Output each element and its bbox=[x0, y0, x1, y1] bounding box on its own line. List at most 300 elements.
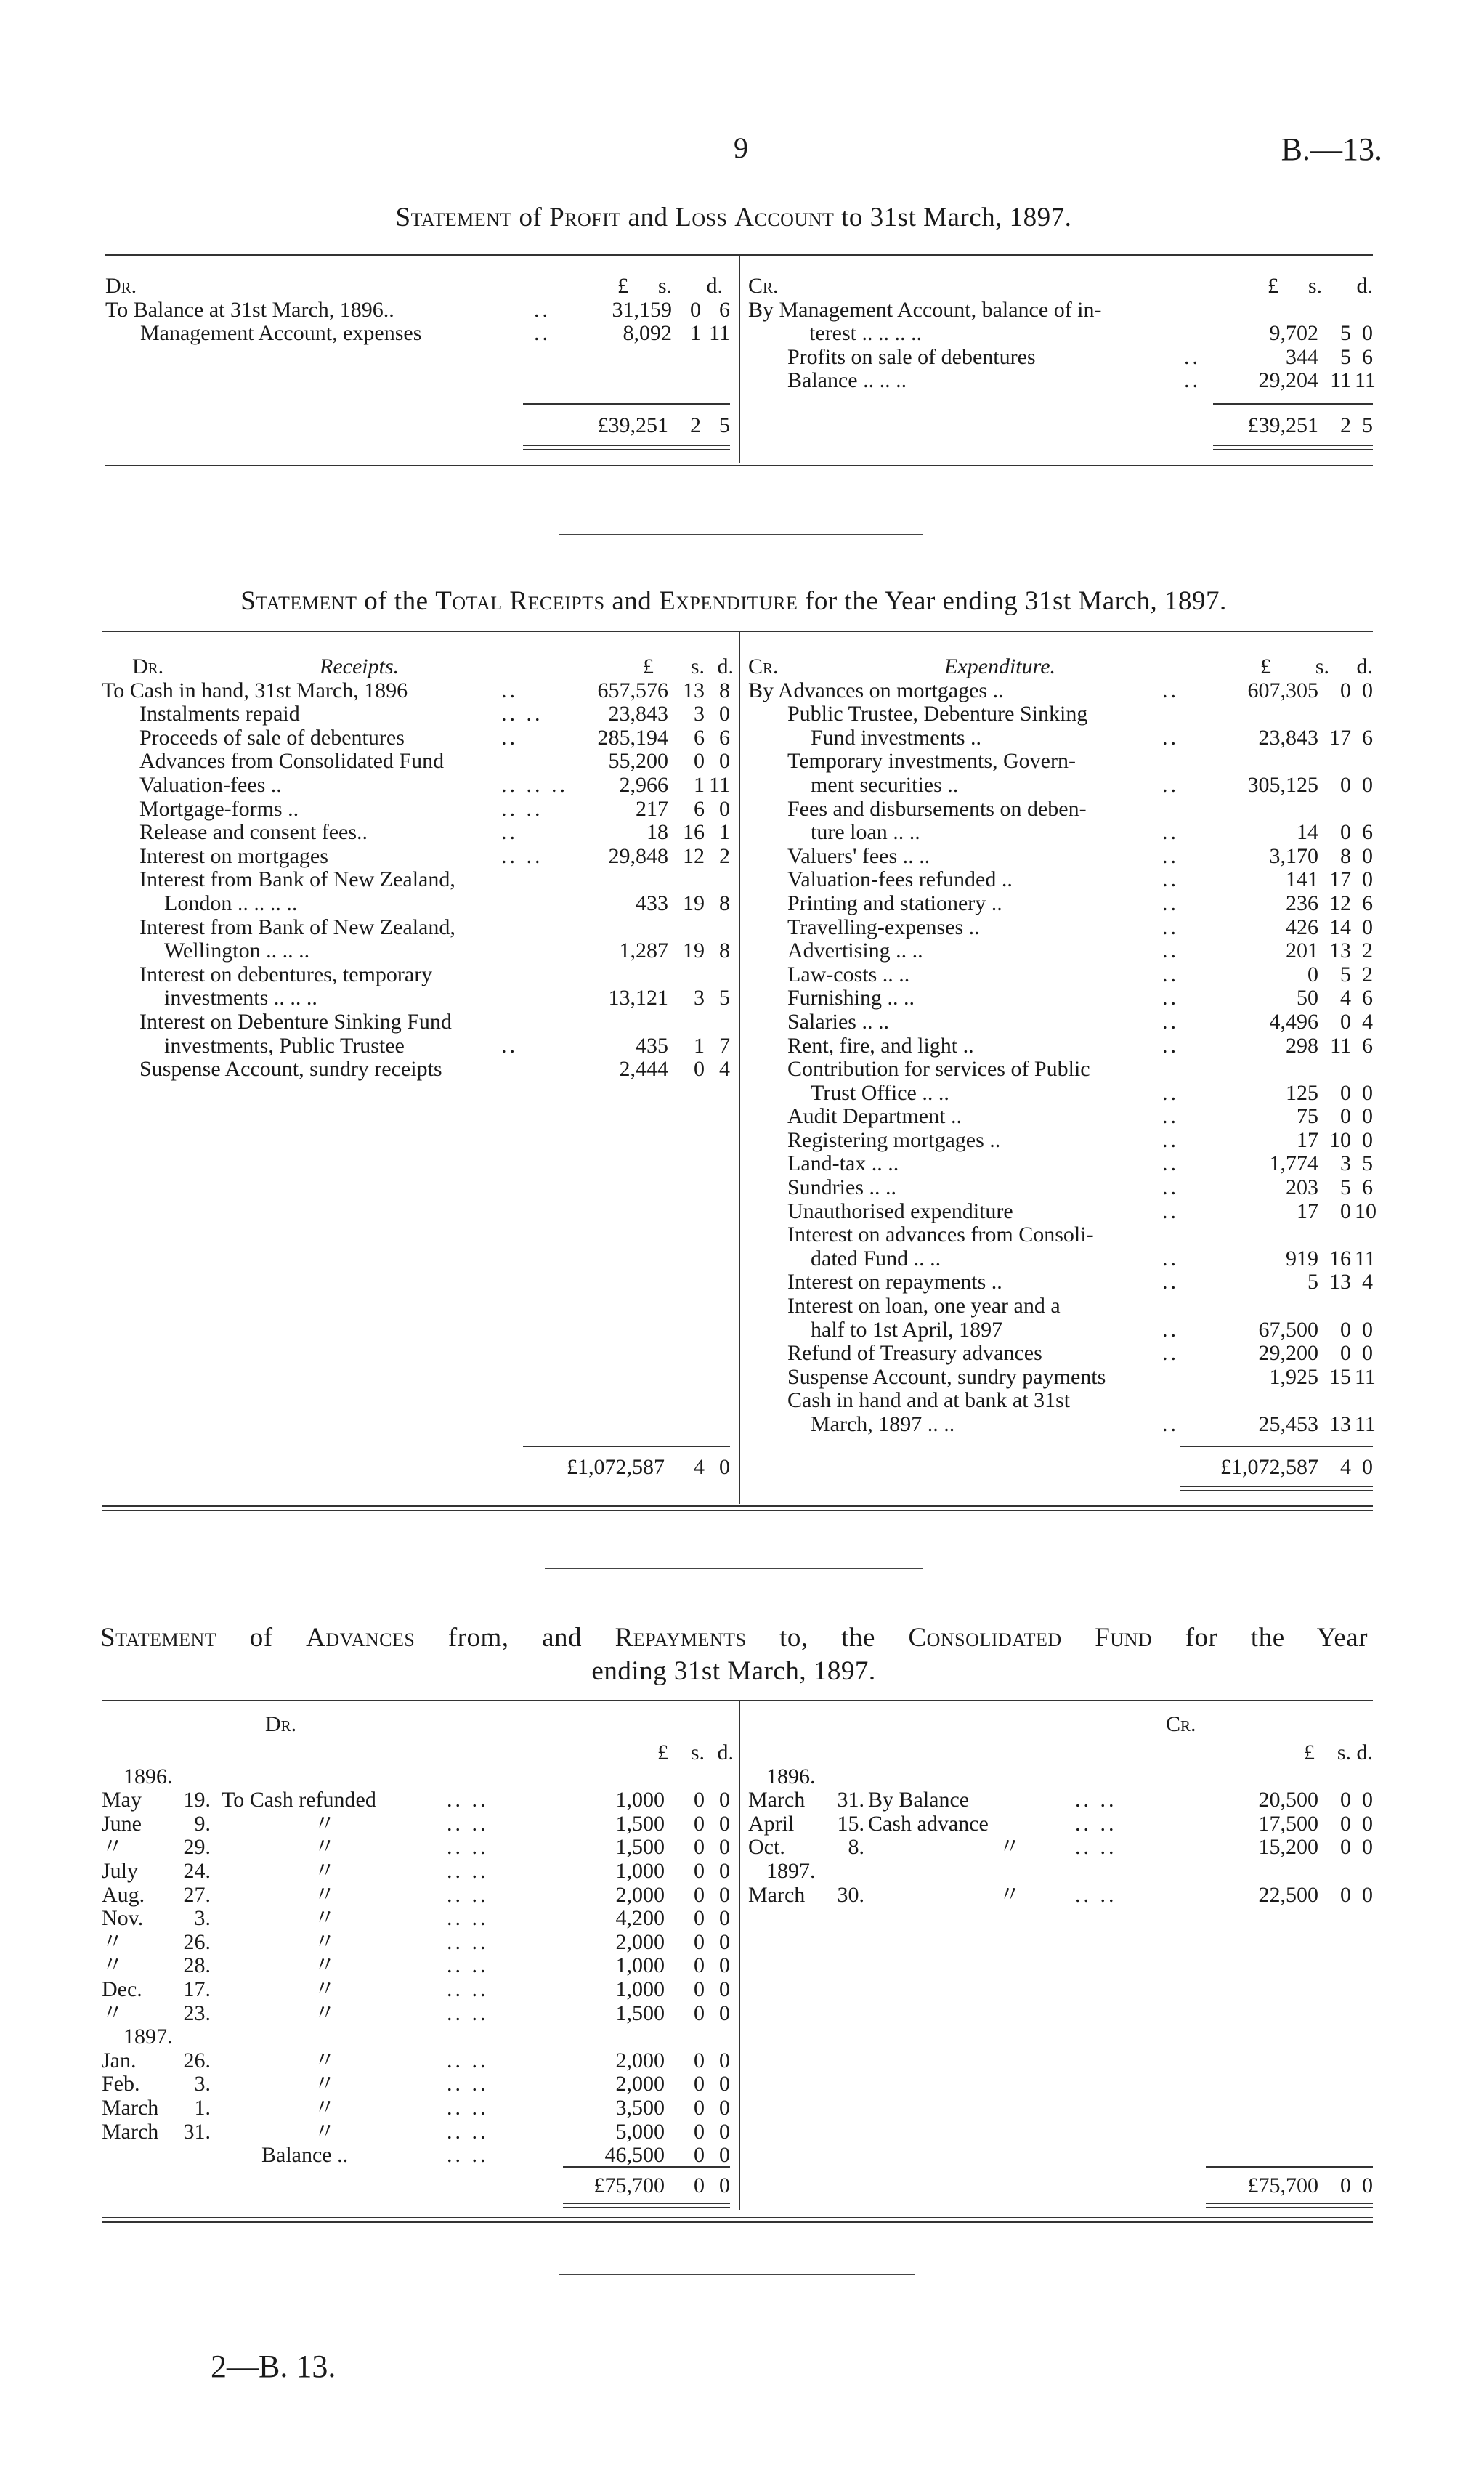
amount-shillings: 0 bbox=[1340, 1811, 1351, 1836]
amount-shillings: 3 bbox=[1340, 1151, 1351, 1176]
dated-entry-row bbox=[102, 1884, 734, 1908]
leader-dots: .. .. bbox=[447, 2001, 489, 2025]
expenditure-row bbox=[748, 1271, 1373, 1294]
footer-signature: 2—B. 13. bbox=[211, 2349, 336, 2384]
expenditure-row bbox=[748, 1246, 1376, 1271]
amount-pence: 4 bbox=[1362, 1270, 1373, 1294]
entry-month: Oct. bbox=[748, 1835, 785, 1860]
amount-shillings: 0 bbox=[1340, 772, 1351, 797]
leader-dots: .. bbox=[1162, 986, 1179, 1010]
amount-pounds: 23,843 bbox=[1258, 725, 1318, 750]
dr-label: Dr. bbox=[105, 274, 137, 298]
amount-pounds: 75 bbox=[1297, 1104, 1318, 1129]
dated-entry-row bbox=[102, 1765, 734, 1789]
receipt-row bbox=[102, 798, 734, 822]
amount-shillings: 16 bbox=[683, 820, 705, 845]
dated-entry-row bbox=[102, 2144, 734, 2168]
ditto-mark: 〃 bbox=[314, 2048, 336, 2072]
leader-dots: .. .. bbox=[447, 1811, 489, 1836]
entry-month: 1896. bbox=[766, 1764, 816, 1788]
entry-month: 〃 bbox=[102, 1835, 123, 1860]
expenditure-credit-side: Cr. Expenditure. £ s. d. By Advances on mortgages .. .. 607,305 0 0 Public Trustee, Debenture Sinking Fund investments .. .. 23,843 17 6 Temporary investments, Govern- ment securities .. .. 305,125 0 0 Fees and disbursements on deben- ture loan .. .. .. 14 0 6 Valuers' fees .. .. .. 3,170 8 0 Valuation-fees refunded .. .. 141 17 0 Printing and stationery .. .. 236 12 6 Travelling-expenses .. .. 426 14 0 Advertising .. .. .. 201 13 2 Law-costs .. .. .. 0 5 2 Furnishing .. .. .. 50 4 6 Salaries .. .. .. 4,496 0 4 Rent, fire, and light .. .. 298 11 6 Contribution for services of Public Trust Office .. .. .. 125 0 0 Audit Department .. .. 75 0 0 Registering mortgages .. .. 17 10 0 Land-tax .. .. .. 1,774 3 5 Sundries .. .. .. 203 5 6 Unauthorised expenditure .. 17 0 10 Interest on advances from Consoli- dated Fund .. .. .. 919 16 11 Interest on repayments .. .. 5 13 4 Interest on loan, one year and a half to 1st April, 1897 .. 67,500 0 0 Refund of Treasury advances .. 29,200 0 0 Suspense Account, sundry payments 1,925 15 11 Cash in hand and at bank at 31st March, 1897 .. .. .. 25,453 13 11 bbox=[748, 655, 1376, 1436]
amount-shillings: 0 bbox=[694, 1788, 705, 1812]
entry-month: Feb. bbox=[102, 2072, 140, 2096]
amount-shillings: 5 bbox=[1340, 321, 1351, 346]
expenditure-row bbox=[748, 1034, 1373, 1058]
entry-month: 〃 bbox=[102, 1929, 123, 1954]
leader-dots: .. .. bbox=[447, 2143, 489, 2168]
amount-pounds: 1,000 bbox=[615, 1977, 665, 2001]
amount-shillings: 0 bbox=[1340, 1080, 1351, 1105]
amount-pounds: 344 bbox=[1286, 344, 1318, 369]
row-description: Interest from Bank of New Zealand, bbox=[139, 867, 455, 892]
profit-loss-credit-side: Cr. £ s. d. By Management Account, balance of in- terest .. .. .. .. 9,702 5 0 Profits on sale of debentures .. 344 5 6 Balance .. .. .. .. 29,204 11 11 bbox=[748, 274, 1376, 393]
amount-shillings: 0 bbox=[694, 1835, 705, 1860]
receipt-row bbox=[102, 868, 734, 892]
leader-dots: .. bbox=[1162, 1270, 1179, 1294]
amount-pounds: 3,500 bbox=[615, 2095, 665, 2120]
profit-loss-credit-total: £39,251 2 5 bbox=[1247, 413, 1373, 437]
entry-day: 26. bbox=[183, 1929, 211, 1954]
amount-shillings: 0 bbox=[694, 1977, 705, 2001]
amount-shillings: 3 bbox=[694, 702, 705, 726]
advances-title: Statement of Advances from, and Repayments to, the Consolidated Fund for the Year ending 31st March, 1897. bbox=[100, 1623, 1368, 1686]
entry-day: 27. bbox=[183, 1882, 211, 1907]
row-description: Suspense Account, sundry payments bbox=[787, 1364, 1106, 1389]
row-description: Interest on mortgages bbox=[139, 843, 328, 868]
ditto-mark: 〃 bbox=[314, 1906, 336, 1931]
row-description: investments, Public Trustee bbox=[164, 1033, 405, 1058]
amount-pence: 0 bbox=[719, 2095, 730, 2120]
amount-shillings: 5 bbox=[1340, 344, 1351, 369]
amount-shillings: 0 bbox=[694, 1953, 705, 1978]
ditto-mark: 〃 bbox=[314, 1953, 336, 1978]
dated-entry-row bbox=[102, 2002, 734, 2026]
entry-month: Dec. bbox=[102, 1977, 142, 2001]
amount-pence: 0 bbox=[1362, 843, 1373, 868]
expenditure-row bbox=[748, 702, 1373, 726]
amount-pence: 6 bbox=[1362, 891, 1373, 915]
ditto-mark: 〃 bbox=[314, 2072, 336, 2096]
row-description: Trust Office .. .. bbox=[811, 1080, 949, 1105]
amount-pounds: 15,200 bbox=[1258, 1835, 1318, 1860]
entry-day: 28. bbox=[183, 1953, 211, 1978]
expenditure-row bbox=[748, 1152, 1373, 1176]
profit-loss-debit-side: Dr. £ s. d. To Balance at 31st March, 1896.. .. 31,159 0 6 Management Account, expenses .. 8,092 1 11 bbox=[105, 274, 730, 346]
row-description: terest .. .. .. .. bbox=[809, 321, 922, 346]
entry-month: 〃 bbox=[102, 1953, 123, 1978]
dated-entry-row bbox=[102, 2025, 734, 2049]
leader-dots: .. .. .. bbox=[501, 772, 568, 797]
amount-shillings: 15 bbox=[1329, 1364, 1351, 1389]
expenditure-row bbox=[748, 845, 1373, 869]
row-description: To Balance at 31st March, 1896.. bbox=[105, 297, 394, 322]
row-description: London .. .. .. .. bbox=[164, 891, 298, 915]
amount-pence: 2 bbox=[719, 843, 730, 868]
ditto-mark: 〃 bbox=[314, 1882, 336, 1907]
row-description: Interest on repayments .. bbox=[787, 1270, 1002, 1294]
amount-pounds: 236 bbox=[1286, 891, 1318, 915]
receipts-top-rule bbox=[102, 631, 1373, 632]
amount-pounds: 217 bbox=[636, 796, 668, 821]
amount-pounds: 1,500 bbox=[615, 1835, 665, 1860]
amount-pounds: 657,576 bbox=[597, 678, 668, 702]
amount-pounds: 5,000 bbox=[615, 2119, 665, 2144]
amount-pence: 2 bbox=[1362, 962, 1373, 986]
amount-pence: 4 bbox=[719, 1057, 730, 1082]
amount-shillings: 0 bbox=[1340, 1104, 1351, 1129]
row-description: Balance .. .. .. bbox=[787, 368, 907, 393]
amount-shillings: 0 bbox=[1340, 1317, 1351, 1342]
amount-shillings: 6 bbox=[694, 796, 705, 821]
amount-shillings: 0 bbox=[694, 2048, 705, 2072]
amount-pounds: 29,204 bbox=[1258, 368, 1318, 393]
row-description: dated Fund .. .. bbox=[811, 1246, 941, 1271]
leader-dots: .. bbox=[1162, 1199, 1179, 1223]
leader-dots: .. bbox=[534, 321, 551, 346]
leader-dots: .. .. bbox=[447, 1906, 489, 1931]
leader-dots: .. .. bbox=[447, 2119, 489, 2144]
dated-entry-row bbox=[102, 1907, 734, 1931]
amount-pounds: 23,843 bbox=[608, 702, 668, 726]
amount-shillings: 17 bbox=[1329, 725, 1351, 750]
entry-month: May bbox=[102, 1788, 142, 1812]
ditto-mark: 〃 bbox=[314, 2119, 336, 2144]
amount-pence: 0 bbox=[1362, 1811, 1373, 1836]
row-description: Mortgage-forms .. bbox=[139, 796, 299, 821]
ditto-mark: 〃 bbox=[314, 1858, 336, 1883]
entry-day: 30. bbox=[837, 1882, 864, 1907]
amount-shillings: 19 bbox=[683, 939, 705, 963]
amount-pence: 0 bbox=[719, 2119, 730, 2144]
row-description: Registering mortgages .. bbox=[787, 1127, 1001, 1152]
receipt-row bbox=[102, 1010, 734, 1034]
entry-month: 〃 bbox=[102, 2001, 123, 2025]
dated-entry-row bbox=[748, 1812, 1373, 1836]
amount-pounds: 1,287 bbox=[619, 939, 668, 963]
expenditure-row bbox=[748, 1342, 1373, 1366]
leader-dots: .. .. bbox=[447, 1977, 489, 2001]
row-description: Valuation-fees .. bbox=[139, 772, 282, 797]
leader-dots: .. .. bbox=[447, 1929, 489, 1954]
advances-dr-label: Dr. bbox=[265, 1712, 297, 1736]
amount-pounds: 285,194 bbox=[597, 725, 668, 750]
receipt-row bbox=[102, 774, 734, 798]
amount-pence: 0 bbox=[1362, 1104, 1373, 1129]
row-description: March, 1897 .. .. bbox=[811, 1412, 955, 1436]
amount-pounds: 18 bbox=[646, 820, 668, 845]
amount-pence: 11 bbox=[1355, 368, 1376, 393]
amount-pence: 0 bbox=[1362, 1835, 1373, 1860]
amount-pence: 11 bbox=[1355, 1364, 1376, 1389]
expenditure-row bbox=[748, 1129, 1373, 1153]
expenditure-row bbox=[748, 798, 1373, 822]
amount-pence: 0 bbox=[1362, 1341, 1373, 1366]
row-description: Instalments repaid bbox=[139, 702, 300, 726]
leader-dots: .. .. bbox=[447, 2048, 489, 2072]
profit-loss-title: Statement of Profit and Loss Account to 31st March, 1897. bbox=[395, 203, 1072, 232]
leader-dots: .. bbox=[1162, 1341, 1179, 1366]
dated-entry-row bbox=[748, 1884, 1373, 1908]
dated-entry-row bbox=[102, 1954, 734, 1978]
amount-pence: 2 bbox=[1362, 939, 1373, 963]
amount-shillings: 0 bbox=[694, 1929, 705, 1954]
advances-bottom-rule bbox=[102, 2217, 1373, 2218]
amount-shillings: 0 bbox=[694, 749, 705, 774]
amount-pounds: 2,444 bbox=[619, 1057, 668, 1082]
amount-pence: 6 bbox=[1362, 344, 1373, 369]
amount-pence: 8 bbox=[719, 891, 730, 915]
amount-pounds: 426 bbox=[1286, 915, 1318, 939]
amount-shillings: 13 bbox=[1329, 1412, 1351, 1436]
row-description: Profits on sale of debentures bbox=[787, 344, 1036, 369]
leader-dots: .. bbox=[501, 820, 518, 845]
advances-debit-total: £75,700 0 0 bbox=[593, 2173, 730, 2197]
leader-dots: .. bbox=[1162, 1317, 1179, 1342]
entry-month: April bbox=[748, 1811, 795, 1836]
amount-pence: 0 bbox=[719, 2072, 730, 2096]
row-description: ment securities .. bbox=[811, 772, 959, 797]
amount-pounds: 50 bbox=[1297, 986, 1318, 1010]
leader-dots: .. bbox=[1162, 1080, 1179, 1105]
receipt-row bbox=[102, 726, 734, 750]
row-description: ture loan .. .. bbox=[811, 820, 920, 845]
ditto-mark: 〃 bbox=[314, 2095, 336, 2120]
amount-pence: 0 bbox=[719, 749, 730, 774]
amount-pence: 0 bbox=[719, 2048, 730, 2072]
amount-pounds: 1,500 bbox=[615, 2001, 665, 2025]
amount-pounds: 0 bbox=[1307, 962, 1318, 986]
amount-pence: 10 bbox=[1355, 1199, 1376, 1223]
amount-pounds: 1,000 bbox=[615, 1858, 665, 1883]
amount-pounds: 5 bbox=[1307, 1270, 1318, 1294]
amount-shillings: 0 bbox=[1340, 678, 1351, 702]
amount-shillings: 13 bbox=[683, 678, 705, 702]
expenditure-row bbox=[748, 679, 1373, 703]
dated-entry-row bbox=[748, 1788, 1373, 1812]
entry-description: By Balance bbox=[868, 1788, 970, 1812]
amount-shillings: 0 bbox=[694, 2095, 705, 2120]
row-description: Unauthorised expenditure bbox=[787, 1199, 1013, 1223]
amount-pence: 0 bbox=[1362, 867, 1373, 892]
document-code: B.—13. bbox=[1281, 131, 1382, 167]
expenditure-row bbox=[748, 1318, 1373, 1342]
leader-dots: .. bbox=[1162, 725, 1179, 750]
expenditure-row bbox=[748, 1223, 1373, 1247]
leader-dots: .. .. bbox=[501, 796, 543, 821]
leader-dots: .. .. bbox=[501, 843, 543, 868]
advances-credit-side: £ s. d. 1896. March 31. By Balance .. .. 20,500 0 0 April 15. Cash advance .. .. 17,500 0 0 Oct. 8. 〃 .. .. 15,200 0 0 1897. March 30. 〃 .. .. 22,500 0 0 bbox=[748, 1741, 1373, 1907]
leader-dots: .. .. bbox=[447, 1858, 489, 1883]
entry-day: 23. bbox=[183, 2001, 211, 2025]
entry-month: 1896. bbox=[123, 1764, 173, 1788]
advances-cr-label: Cr. bbox=[1166, 1712, 1196, 1736]
expenditure-row bbox=[748, 750, 1373, 774]
row-description: Contribution for services of Public bbox=[787, 1057, 1090, 1082]
amount-shillings: 0 bbox=[694, 2143, 705, 2168]
leader-dots: .. .. bbox=[447, 2072, 489, 2096]
amount-pounds: 17,500 bbox=[1258, 1811, 1318, 1836]
expenditure-row bbox=[748, 1364, 1376, 1390]
leader-dots: .. .. bbox=[1075, 1811, 1117, 1836]
leader-dots: .. .. bbox=[1075, 1788, 1117, 1812]
receipt-row bbox=[102, 845, 734, 869]
entry-day: 9. bbox=[194, 1811, 211, 1836]
leader-dots: .. bbox=[1162, 1412, 1179, 1436]
entry-description: Balance .. bbox=[261, 2143, 349, 2168]
dated-entry-row bbox=[102, 2072, 734, 2096]
ditto-mark: 〃 bbox=[314, 1929, 336, 1954]
amount-shillings: 11 bbox=[1330, 1033, 1351, 1058]
entry-description: Cash advance bbox=[868, 1811, 989, 1836]
profit-loss-debit-total: £39,251 2 5 bbox=[597, 413, 730, 437]
expenditure-row bbox=[748, 1176, 1373, 1200]
row-description: Interest from Bank of New Zealand, bbox=[139, 915, 455, 939]
amount-shillings: 1 bbox=[694, 772, 705, 797]
dated-entry-row bbox=[102, 2049, 734, 2073]
leader-dots: .. bbox=[1162, 891, 1179, 915]
amount-pence: 0 bbox=[1362, 321, 1373, 346]
entry-month: March bbox=[102, 2095, 159, 2120]
amount-pounds: 46,500 bbox=[604, 2143, 665, 2168]
amount-pounds: 3,170 bbox=[1269, 843, 1318, 868]
ledger-row bbox=[748, 368, 1376, 393]
amount-shillings: 0 bbox=[1340, 1199, 1351, 1223]
entry-day: 29. bbox=[183, 1835, 211, 1860]
expenditure-row bbox=[748, 1412, 1376, 1437]
amount-pence: 0 bbox=[719, 702, 730, 726]
row-description: Fees and disbursements on deben- bbox=[787, 796, 1087, 821]
amount-shillings: 0 bbox=[694, 1882, 705, 1907]
row-description: half to 1st April, 1897 bbox=[811, 1317, 1003, 1342]
row-description: Interest on debentures, temporary bbox=[139, 962, 433, 986]
row-description: Valuers' fees .. .. bbox=[787, 843, 930, 868]
amount-shillings: 0 bbox=[694, 2119, 705, 2144]
amount-shillings: 0 bbox=[1340, 1882, 1351, 1907]
amount-pounds: 435 bbox=[636, 1033, 668, 1058]
amount-pence: 0 bbox=[719, 1882, 730, 1907]
receipt-row bbox=[102, 916, 734, 940]
amount-shillings: 0 bbox=[1340, 1788, 1351, 1812]
row-description: To Cash in hand, 31st March, 1896 bbox=[102, 678, 408, 702]
ledger-row bbox=[105, 322, 730, 346]
leader-dots: .. bbox=[1162, 772, 1179, 797]
ditto-mark: 〃 bbox=[314, 1811, 336, 1836]
entry-day: 15. bbox=[837, 1811, 864, 1836]
receipts-debit-side: Dr. Receipts. £ s. d. To Cash in hand, 31st March, 1896 .. 657,576 13 8 Instalments repaid .. .. 23,843 3 0 Proceeds of sale of debentures .. 285,194 6 6 Advances from Consolidated Fund 55,200 0 0 Valuation-fees .. .. .. .. 2,966 1 11 Mortgage-forms .. .. .. 217 6 0 Release and consent fees.. .. 18 16 1 Interest on mortgages .. .. 29,848 12 2 Interest from Bank of New Zealand, London .. .. .. .. 433 19 8 Interest from Bank of New Zealand, Wellington .. .. .. 1,287 19 8 Interest on debentures, temporary investments .. .. .. 13,121 3 5 Interest on Debenture Sinking Fund investments, Public Trustee .. 435 1 7 Suspense Account, sundry receipts 2,444 0 4 bbox=[102, 655, 734, 1082]
entry-month: March bbox=[748, 1788, 806, 1812]
entry-day: 31. bbox=[183, 2119, 211, 2144]
expenditure-row bbox=[748, 1199, 1376, 1224]
row-description: Interest on loan, one year and a bbox=[787, 1294, 1061, 1318]
leader-dots: .. .. bbox=[447, 2095, 489, 2120]
leader-dots: .. bbox=[1184, 344, 1201, 369]
dated-entry-row bbox=[748, 1765, 1373, 1789]
amount-pounds: 9,702 bbox=[1269, 321, 1318, 346]
amount-pence: 0 bbox=[1362, 1127, 1373, 1152]
amount-pounds: 433 bbox=[636, 891, 668, 915]
amount-pence: 11 bbox=[1355, 1412, 1376, 1436]
row-description: Audit Department .. bbox=[787, 1104, 962, 1129]
amount-pence: 6 bbox=[1362, 820, 1373, 845]
amount-shillings: 11 bbox=[1330, 368, 1351, 393]
row-description: Temporary investments, Govern- bbox=[787, 749, 1076, 774]
ledger-row bbox=[748, 299, 1373, 323]
entry-day: 31. bbox=[837, 1788, 864, 1812]
ditto-mark: 〃 bbox=[314, 2001, 336, 2025]
entry-month: 1897. bbox=[123, 2025, 173, 2049]
receipts-total: £1,072,587 4 0 bbox=[567, 1455, 730, 1479]
amount-pounds: 2,000 bbox=[615, 1929, 665, 1954]
amount-shillings: 16 bbox=[1329, 1246, 1351, 1271]
dated-entry-row bbox=[102, 1978, 734, 2002]
amount-shillings: 13 bbox=[1329, 1270, 1351, 1294]
receipt-row bbox=[102, 939, 734, 963]
row-description: Wellington .. .. .. bbox=[164, 939, 310, 963]
row-description: By Management Account, balance of in- bbox=[748, 297, 1102, 322]
row-description: Proceeds of sale of debentures bbox=[139, 725, 405, 750]
receipt-row bbox=[102, 702, 734, 726]
amount-pounds: 298 bbox=[1286, 1033, 1318, 1058]
amount-shillings: 0 bbox=[1340, 1341, 1351, 1366]
entry-month: 1897. bbox=[766, 1858, 816, 1883]
amount-pence: 0 bbox=[719, 1858, 730, 1883]
expenditure-row bbox=[748, 1389, 1373, 1413]
receipt-row bbox=[102, 679, 734, 703]
row-description: Law-costs .. .. bbox=[787, 962, 910, 986]
amount-pence: 6 bbox=[1362, 1175, 1373, 1200]
amount-pence: 6 bbox=[719, 297, 730, 322]
amount-pounds: 1,000 bbox=[615, 1788, 665, 1812]
amount-pounds: 607,305 bbox=[1247, 678, 1318, 702]
amount-pence: 6 bbox=[1362, 1033, 1373, 1058]
amount-shillings: 10 bbox=[1329, 1127, 1351, 1152]
profit-loss-divider bbox=[739, 256, 740, 463]
expenditure-row bbox=[748, 916, 1373, 940]
amount-pounds: 305,125 bbox=[1247, 772, 1318, 797]
amount-pence: 0 bbox=[719, 1835, 730, 1860]
ditto-mark: 〃 bbox=[999, 1835, 1021, 1860]
amount-pence: 5 bbox=[719, 986, 730, 1010]
amount-pounds: 141 bbox=[1286, 867, 1318, 892]
amount-shillings: 3 bbox=[694, 986, 705, 1010]
dated-entry-row bbox=[748, 1860, 1373, 1884]
amount-shillings: 0 bbox=[694, 1811, 705, 1836]
cr-label: Cr. bbox=[748, 274, 779, 298]
expenditure-row bbox=[748, 774, 1373, 798]
amount-shillings: 0 bbox=[694, 2001, 705, 2025]
expenditure-row bbox=[748, 1294, 1373, 1318]
amount-pounds: 4,496 bbox=[1269, 1009, 1318, 1034]
expenditure-row bbox=[748, 1010, 1373, 1034]
amount-pence: 8 bbox=[719, 939, 730, 963]
ditto-mark: 〃 bbox=[999, 1882, 1021, 1907]
entry-day: 3. bbox=[194, 1906, 211, 1931]
entry-month: Nov. bbox=[102, 1906, 144, 1931]
amount-shillings: 0 bbox=[694, 1906, 705, 1931]
leader-dots: .. bbox=[1162, 1009, 1179, 1034]
ledger-row bbox=[105, 299, 730, 323]
row-description: Public Trustee, Debenture Sinking bbox=[787, 702, 1088, 726]
leader-dots: .. bbox=[1162, 915, 1179, 939]
advances-debit-side: £ s. d. 1896. May 19. To Cash refunded .. .. 1,000 0 0 June 9. 〃 .. .. 1,500 0 0 〃 29. 〃 .. .. 1,500 0 0 July 24. 〃 .. .. 1,000 0 0 Aug. 27. 〃 .. .. 2,000 0 0 Nov. 3. 〃 .. .. 4,200 0 0 〃 26. 〃 .. .. 2,000 0 0 〃 28. 〃 .. .. 1,000 0 0 Dec. 17. 〃 .. .. 1,000 0 0 〃 23. 〃 .. .. 1,500 0 0 1897. Jan. 26. 〃 .. .. 2,000 0 0 Feb. 3. 〃 .. .. 2,000 0 0 March 1. 〃 .. .. 3,500 0 0 March 31. 〃 .. .. 5,000 0 0 Balance .. .. .. 46,500 0 0 bbox=[102, 1741, 734, 2168]
receipt-row bbox=[102, 1034, 734, 1058]
dated-entry-row bbox=[102, 2096, 734, 2120]
amount-pence: 0 bbox=[719, 1811, 730, 1836]
advances-divider bbox=[739, 1701, 740, 2210]
row-description: Valuation-fees refunded .. bbox=[787, 867, 1013, 892]
page-number: 9 bbox=[734, 131, 748, 164]
